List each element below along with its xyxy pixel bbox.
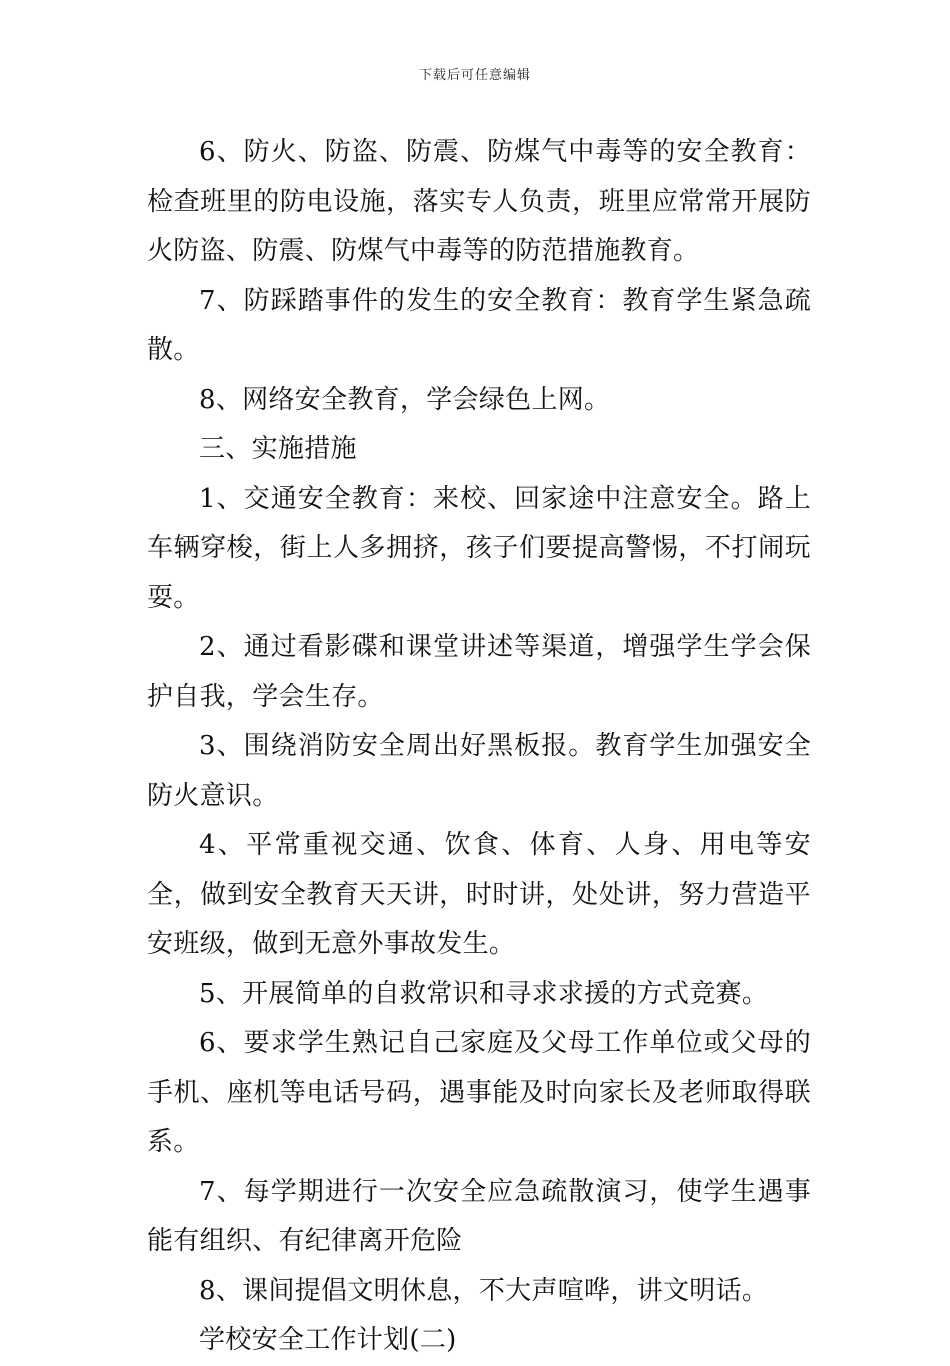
section-title-plan-two: 学校安全工作计划(二) xyxy=(199,1325,457,1355)
paragraph-self-rescue: 5、开展简单的自救常识和寻求求援的方式竞赛。 xyxy=(199,978,769,1009)
section-heading-measures: 三、实施措施 xyxy=(199,434,357,464)
document-body xyxy=(147,128,811,1366)
paragraph-civilized-break: 8、课间提倡文明休息，不大声喧哗，讲文明话。 xyxy=(199,1275,769,1306)
paragraph-blackboard: 3、围绕消防安全周出好黑板报。教育学生加强安全防火意识。 xyxy=(147,731,811,811)
paragraph-evacuation-drill: 7、每学期进行一次安全应急疏散演习，使学生遇事能有组织、有纪律离开危险 xyxy=(147,1176,811,1256)
paragraph-traffic-safety: 1、交通安全教育：来校、回家途中注意安全。路上车辆穿梭，街上人多拥挤，孩子们要提高警惕，不打闹玩耍。 xyxy=(147,483,811,613)
page-header-note: 下载后可任意编辑 xyxy=(418,68,531,83)
paragraph-fire-theft-quake-safety: 6、防火、防盗、防震、防煤气中毒等的安全教育：检查班里的防电设施，落实专人负责，班里应常常开展防火防盗、防震、防煤气中毒等的防范措施教育。 xyxy=(147,137,811,266)
paragraph-video-lessons: 2、通过看影碟和课堂讲述等渠道，增强学生学会保护自我，学会生存。 xyxy=(147,632,811,712)
paragraph-daily-safety: 4、平常重视交通、饮食、体育、人身、用电等安全，做到安全教育天天讲，时时讲，处处讲，努力营造平安班级，做到无意外事故发生。 xyxy=(147,830,811,959)
paragraph-phone-numbers: 6、要求学生熟记自己家庭及父母工作单位或父母的手机、座机等电话号码，遇事能及时向家长及老师取得联系。 xyxy=(147,1028,811,1157)
paragraph-stampede-safety: 7、防踩踏事件的发生的安全教育：教育学生紧急疏散。 xyxy=(147,285,811,365)
paragraph-network-safety: 8、网络安全教育，学会绿色上网。 xyxy=(199,384,611,415)
